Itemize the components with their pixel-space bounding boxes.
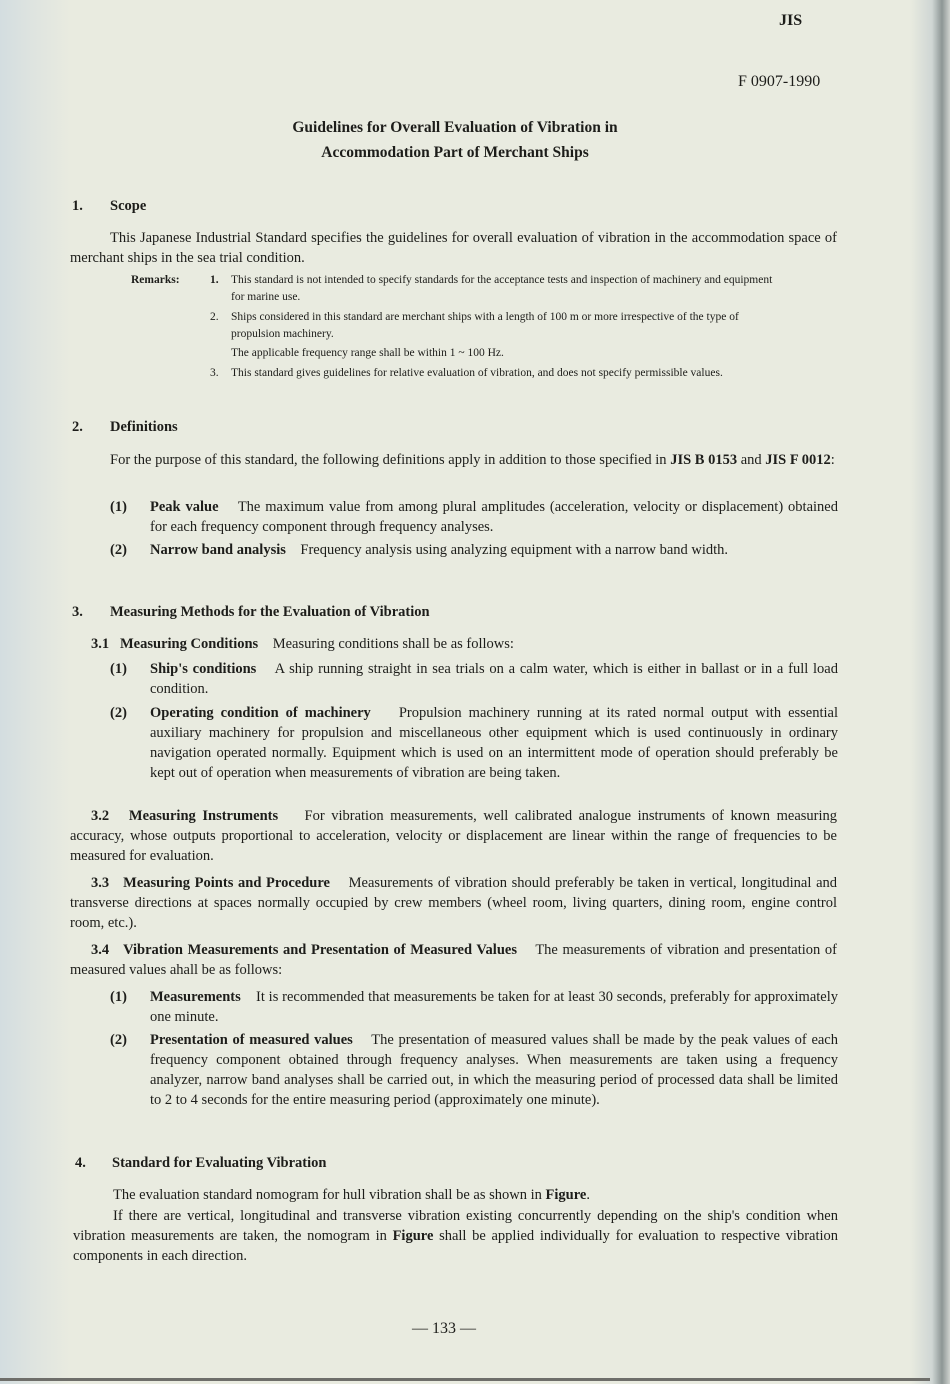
remark-2-text: Ships considered in this standard are merchant ships with a length of 100 m or more irrespective of the type of propulsion machinery. [231, 311, 739, 340]
remark-3-number: 3. [210, 367, 219, 379]
section-4-heading: Standard for Evaluating Vibration [112, 1155, 327, 1171]
section-2-intro: For the purpose of this standard, the following definitions apply in addition to those specified in JIS B 0153 and JIS F 0012: [110, 452, 835, 468]
condition-1: Ship's conditions A ship running straight in sea trials on a calm water, which is either in ballast or in a full load condition. [150, 661, 838, 697]
remark-1-number: 1. [210, 274, 219, 286]
definition-1-term: Peak value [150, 499, 219, 515]
section-3-number: 3. [72, 604, 83, 620]
definition-2-number: (2) [110, 542, 127, 558]
definition-2: Narrow band analysis Frequency analysis using analyzing equipment with a narrow band width. [150, 542, 729, 558]
section-2-heading: Definitions [110, 419, 178, 435]
measurement-1: Measurements It is recommended that measurements be taken for at least 30 seconds, preferably for approximately one minute. [150, 989, 838, 1025]
series-label: JIS [779, 12, 803, 29]
title-line-2: Accommodation Part of Merchant Ships [321, 144, 589, 161]
definition-1: Peak value The maximum value from among plural amplitudes (acceleration, velocity or displacement) obtained for each frequency component through frequency analyses. [150, 499, 838, 535]
section-4-number: 4. [75, 1155, 86, 1171]
condition-1-number: (1) [110, 661, 127, 677]
subsection-3-3: 3.3 Measuring Points and Procedure Measurements of vibration should preferably be taken in vertical, longitudinal and transverse directions at spaces normally occupied by crew members (wheel room, living quarters, dining room, engine control room, etc.). [70, 875, 838, 931]
page-binding-edge [910, 0, 950, 1384]
section-4-paragraph-1: The evaluation standard nomogram for hull vibration shall be as shown in Figure. [113, 1187, 590, 1203]
remark-1-text: This standard is not intended to specify standards for the acceptance tests and inspection of machinery and equipment for marine use. [231, 274, 773, 303]
remark-3-text: This standard gives guidelines for relative evaluation of vibration, and does not specify permissible values. [231, 367, 723, 379]
section-2-number: 2. [72, 419, 83, 435]
page-shadow-left [0, 0, 70, 1384]
remarks-label: Remarks: [131, 274, 180, 286]
section-1-text: This Japanese Industrial Standard specifies the guidelines for overall evaluation of vibration in the accommodation space of merchant ships in the sea trial condition. [70, 230, 837, 266]
measurement-1-number: (1) [110, 989, 127, 1005]
subsection-3-4: 3.4 Vibration Measurements and Presentation of Measured Values The measurements of vibration and presentation of measured values ahall be as follows: [70, 942, 837, 978]
remark-2-number: 2. [210, 311, 219, 323]
condition-2-number: (2) [110, 705, 127, 721]
subsection-3-2: 3.2 Measuring Instruments For vibration measurements, well calibrated analogue instruments of known measuring accuracy, whose outputs proportional to acceleration, velocity or displacement are linear within the range of frequencies to be measured for evaluation. [70, 808, 838, 864]
section-1-heading: Scope [110, 198, 147, 214]
definition-1-number: (1) [110, 499, 127, 515]
condition-2: Operating condition of machinery Propulsion machinery running at its rated normal output with essential auxiliary machinery for propulsion and miscellaneous other equipment which is used continuously in ordinary navigation operated normally. Equipment which is used on an intermittent mode of operation should preferably be kept out of operation when measurements of vibration are being taken. [150, 705, 839, 781]
page-number: — 133 — [412, 1320, 476, 1337]
measurement-2-number: (2) [110, 1032, 127, 1048]
remark-2-frequency: The applicable frequency range shall be within 1 ~ 100 Hz. [231, 347, 504, 359]
standard-number: F 0907-1990 [738, 73, 821, 90]
title-line-1: Guidelines for Overall Evaluation of Vibration in [292, 119, 618, 136]
section-4-paragraph-2: If there are vertical, longitudinal and transverse vibration existing concurrently depending on the ship's condition when vibration measurements are taken, the nomogram in Figure shall be applied individually for evaluation to respective vibration components in each direction. [73, 1208, 839, 1264]
measurement-2: Presentation of measured values The presentation of measured values shall be made by the peak values of each frequency component obtained through frequency analyses. When measurements are taken using a frequency analyzer, narrow band analyses shall be carried out, in which the measuring period of processed data shall be limited to 2 to 4 seconds for the entire measuring period (approximately one minute). [150, 1032, 838, 1108]
section-3-heading: Measuring Methods for the Evaluation of Vibration [110, 604, 430, 620]
bottom-border [0, 1378, 930, 1381]
section-1-number: 1. [72, 198, 83, 214]
subsection-3-1: 3.1 Measuring Conditions Measuring conditions shall be as follows: [91, 636, 514, 652]
definition-2-term: Narrow band analysis [150, 542, 286, 558]
